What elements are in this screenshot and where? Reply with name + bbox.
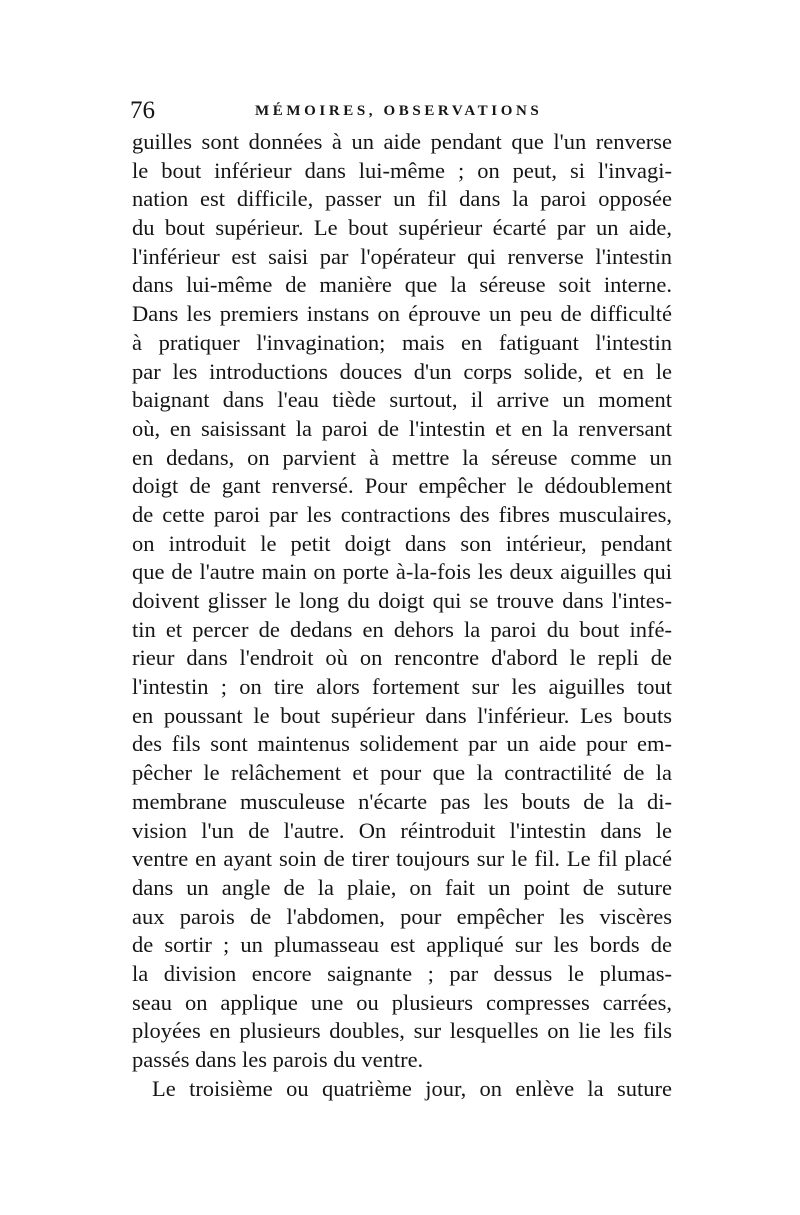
text-line: la division encore saignante ; par dessus le plumas- (132, 960, 672, 986)
text-line: où, en saisissant la paroi de l'intestin et en la renversant (132, 415, 672, 441)
text-line: baignant dans l'eau tiède surtout, il arrive un moment (132, 387, 672, 413)
text-line: on introduit le petit doigt dans son intérieur, pendant (132, 530, 672, 556)
running-head: MÉMOIRES, OBSERVATIONS (255, 103, 543, 119)
page-number: 76 (130, 97, 155, 124)
text-line: en dedans, on parvient à mettre la séreuse comme un (132, 444, 672, 470)
body-text (132, 128, 672, 1103)
text-line: seau on applique une ou plusieurs compresses carrées, (132, 989, 672, 1015)
text-line: dans un angle de la plaie, on fait un point de suture (132, 874, 672, 900)
text-line: dans lui-même de manière que la séreuse soit interne. (132, 272, 672, 298)
text-line: l'intestin ; on tire alors fortement sur les aiguilles tout (132, 674, 672, 700)
text-line: ployées en plusieurs doubles, sur lesquelles on lie les fils (132, 1018, 672, 1044)
text-line: nation est difficile, passer un fil dans la paroi opposée (132, 186, 672, 212)
text-line: aux parois de l'abdomen, pour empêcher les viscères (132, 903, 672, 929)
text-line: Dans les premiers instans on éprouve un peu de difficulté (132, 301, 672, 327)
text-line: le bout inférieur dans lui-même ; on peut, si l'invagi- (132, 157, 672, 183)
page-header (130, 96, 680, 126)
text-line: à pratiquer l'invagination; mais en fatiguant l'intestin (132, 329, 672, 355)
text-line: vision l'un de l'autre. On réintroduit l'intestin dans le (132, 817, 672, 843)
text-line: du bout supérieur. Le bout supérieur écarté par un aide, (132, 215, 672, 241)
text-line: rieur dans l'endroit où on rencontre d'abord le repli de (132, 645, 672, 671)
text-line: doivent glisser le long du doigt qui se trouve dans l'intes- (132, 588, 672, 613)
text-line: que de l'autre main on porte à-la-fois les deux aiguilles qui (132, 559, 672, 585)
text-line: pêcher le relâchement et pour que la contractilité de la (132, 760, 672, 786)
text-line: guilles sont données à un aide pendant que l'un renverse (132, 129, 672, 154)
text-line-paragraph-start: Le troisième ou quatrième jour, on enlève la suture (152, 1075, 672, 1101)
text-line: l'inférieur est saisi par l'opérateur qui renverse l'intestin (132, 243, 672, 269)
text-line: en poussant le bout supérieur dans l'inférieur. Les bouts (132, 702, 672, 728)
text-line-paragraph-end: passés dans les parois du ventre. (132, 1047, 424, 1072)
text-line: ventre en ayant soin de tirer toujours sur le fil. Le fil placé (132, 846, 672, 872)
text-line: tin et percer de dedans en dehors la paroi du bout infé- (132, 616, 672, 642)
text-line: de sortir ; un plumasseau est appliqué sur les bords de (132, 932, 672, 958)
text-line: membrane musculeuse n'écarte pas les bouts de la di- (132, 788, 672, 814)
text-line: par les introductions douces d'un corps solide, et en le (132, 358, 672, 384)
text-line: de cette paroi par les contractions des fibres musculaires, (132, 501, 672, 527)
text-line: des fils sont maintenus solidement par un aide pour em- (132, 731, 672, 757)
text-line: doigt de gant renversé. Pour empêcher le dédoublement (132, 473, 672, 499)
